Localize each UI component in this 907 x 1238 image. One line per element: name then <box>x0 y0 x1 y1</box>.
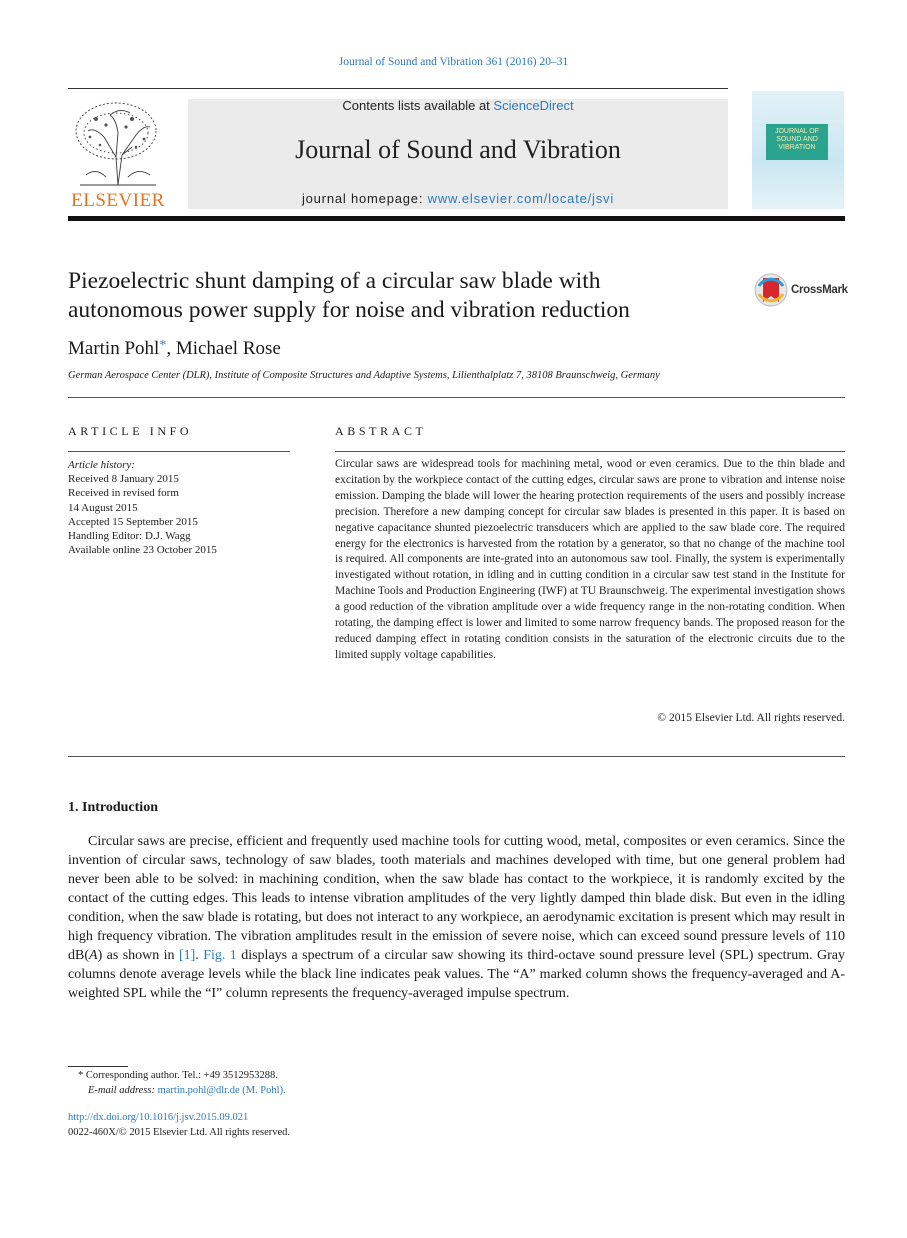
header-top-rule <box>68 88 728 89</box>
introduction-paragraph <box>68 832 845 1003</box>
author-2[interactable]: , Michael Rose <box>166 338 281 359</box>
author-1[interactable]: Martin Pohl <box>68 338 160 359</box>
history-item: Received in revised form <box>68 487 179 500</box>
crossmark-label[interactable]: CrossMark <box>791 284 848 296</box>
affiliation: German Aerospace Center (DLR), Institute of Composite Structures and Adaptive Systems, Lilienthalplatz 7, 38108 Braunschweig, Germany <box>68 370 660 381</box>
cover-title-panel: JOURNAL OF SOUND AND VIBRATION <box>766 124 828 160</box>
affiliation-rule <box>68 397 845 398</box>
article-history <box>68 458 217 557</box>
journal-title: Journal of Sound and Vibration <box>295 135 621 164</box>
footnote-corresponding-author: * Corresponding author. Tel.: +49 3512953288. <box>78 1070 278 1081</box>
history-item: Received 8 January 2015 <box>68 473 179 486</box>
article-info-rule <box>68 451 290 452</box>
title-line-1: Piezoelectric shunt damping of a circular saw blade with <box>68 268 601 294</box>
history-item: 14 August 2015 <box>68 501 138 514</box>
intro-text-part-3: . <box>195 948 204 963</box>
reference-link-1[interactable]: [1] <box>178 948 196 963</box>
footnote-rule <box>68 1066 128 1067</box>
history-item: Handling Editor: D.J. Wagg <box>68 530 191 543</box>
abstract-heading: ABSTRACT <box>335 424 427 438</box>
intro-text-part-2: ) as shown in <box>97 948 179 963</box>
history-item: Accepted 15 September 2015 <box>68 515 198 528</box>
article-info-heading: ARTICLE INFO <box>68 424 193 438</box>
author-list <box>68 338 281 360</box>
abstract-copyright: © 2015 Elsevier Ltd. All rights reserved. <box>657 712 845 724</box>
intro-text-part-1: Circular saws are precise, efficient and frequently used machine tools for cutting wood, metal, composites or even ceramics. Since the invention of circular saws, technology of saw blades, tooth materials and machines developed with time, but one general problem had never been able to be solved: in machining condition, when the saw blade has contact to the workpiece, it is randomly excited by the contact of the cutting edges. This leads to intense vibration amplitudes of the very lightly damped thin blade disk. But even in the idling condition, when the saw blade is rotating, but does not interact to any workpiece, an aerodynamic excitation is present which may result in high frequency vibration. The vibration amplitudes result in the emission of severe noise, which can exceed sound pressure levels of 110 dB( <box>68 834 845 963</box>
article-title <box>68 267 738 325</box>
homepage-link[interactable]: www.elsevier.com/locate/jsvi <box>427 191 615 206</box>
header-bottom-rule <box>68 216 845 221</box>
email-link[interactable]: martin.pohl@dlr.de (M. Pohl). <box>157 1085 286 1096</box>
history-item: Available online 23 October 2015 <box>68 544 217 557</box>
section-heading-introduction: 1. Introduction <box>68 800 158 815</box>
contents-line <box>188 98 728 113</box>
intro-text-part-4: displays a spectrum of a circular saw showing its third-octave sound pressure level (SPL) spectrum. Gray columns denote average levels while the black line indicates peak values. The “A” marked column shows the frequency-averaged and A-weighted SPL while the “I” column represents the frequency-averaged impulse spectrum. <box>68 948 846 1001</box>
intro-italic-a: A <box>89 948 98 963</box>
homepage-prefix: journal homepage: <box>301 191 428 206</box>
sciencedirect-link[interactable]: ScienceDirect <box>493 98 574 113</box>
corresponding-author-marker[interactable]: * <box>159 338 167 353</box>
figure-link-1[interactable]: Fig. 1 <box>203 948 237 963</box>
abstract-rule <box>335 451 845 452</box>
email-label: E-mail address: <box>88 1085 158 1096</box>
doi-link[interactable]: http://dx.doi.org/10.1016/j.jsv.2015.09.021 <box>68 1112 249 1123</box>
issn-copyright: 0022-460X/© 2015 Elsevier Ltd. All rights reserved. <box>68 1127 291 1138</box>
abstract-text: Circular saws are widespread tools for machining metal, wood or even ceramics. Due to the thin blade and excitation by the workpiece contact of the cutting edges, circular saws are prone to vibration and intense noise emission. Damping the blade will lower the hearing protection requirements of the users and possibly increase precision. Therefore a new damping concept for circular saw blades is presented in this paper. It is based on negative capacitance shunted piezoelectric transducers which are applied to the saw blade core. The required energy for the electronics is harvested from the rotation by a generator, so that no change of the machine tool is required. All components are inte-grated into an autonomous saw tool. Finally, the system is experimentally investigated without rotation, in idling and in cutting condition in a circular saw test stand in the Institute for Machine Tools and Production Engineering (IWF) at TU Braunschweig. The experimental investigation shows a good reduction of the vibration amplitude over a wide frequency range in the non-rotating condition. When rotating, the damping effect is lower and limited to some narrow frequency bands. The proposed reason for the reduced damping effect in rotating condition consists in the saturation of the electronic circuits due to the limited supply voltage capabilities. <box>335 458 845 661</box>
contents-prefix: Contents lists available at <box>342 98 494 113</box>
homepage-line <box>188 191 728 206</box>
history-label: Article history: <box>68 459 135 471</box>
journal-citation[interactable]: Journal of Sound and Vibration 361 (2016) 20–31 <box>338 56 569 68</box>
title-line-2: autonomous power supply for noise and vibration reduction <box>68 297 630 323</box>
footnote-email <box>88 1085 286 1096</box>
abstract-bottom-rule <box>68 756 845 757</box>
elsevier-wordmark: ELSEVIER <box>71 190 165 211</box>
